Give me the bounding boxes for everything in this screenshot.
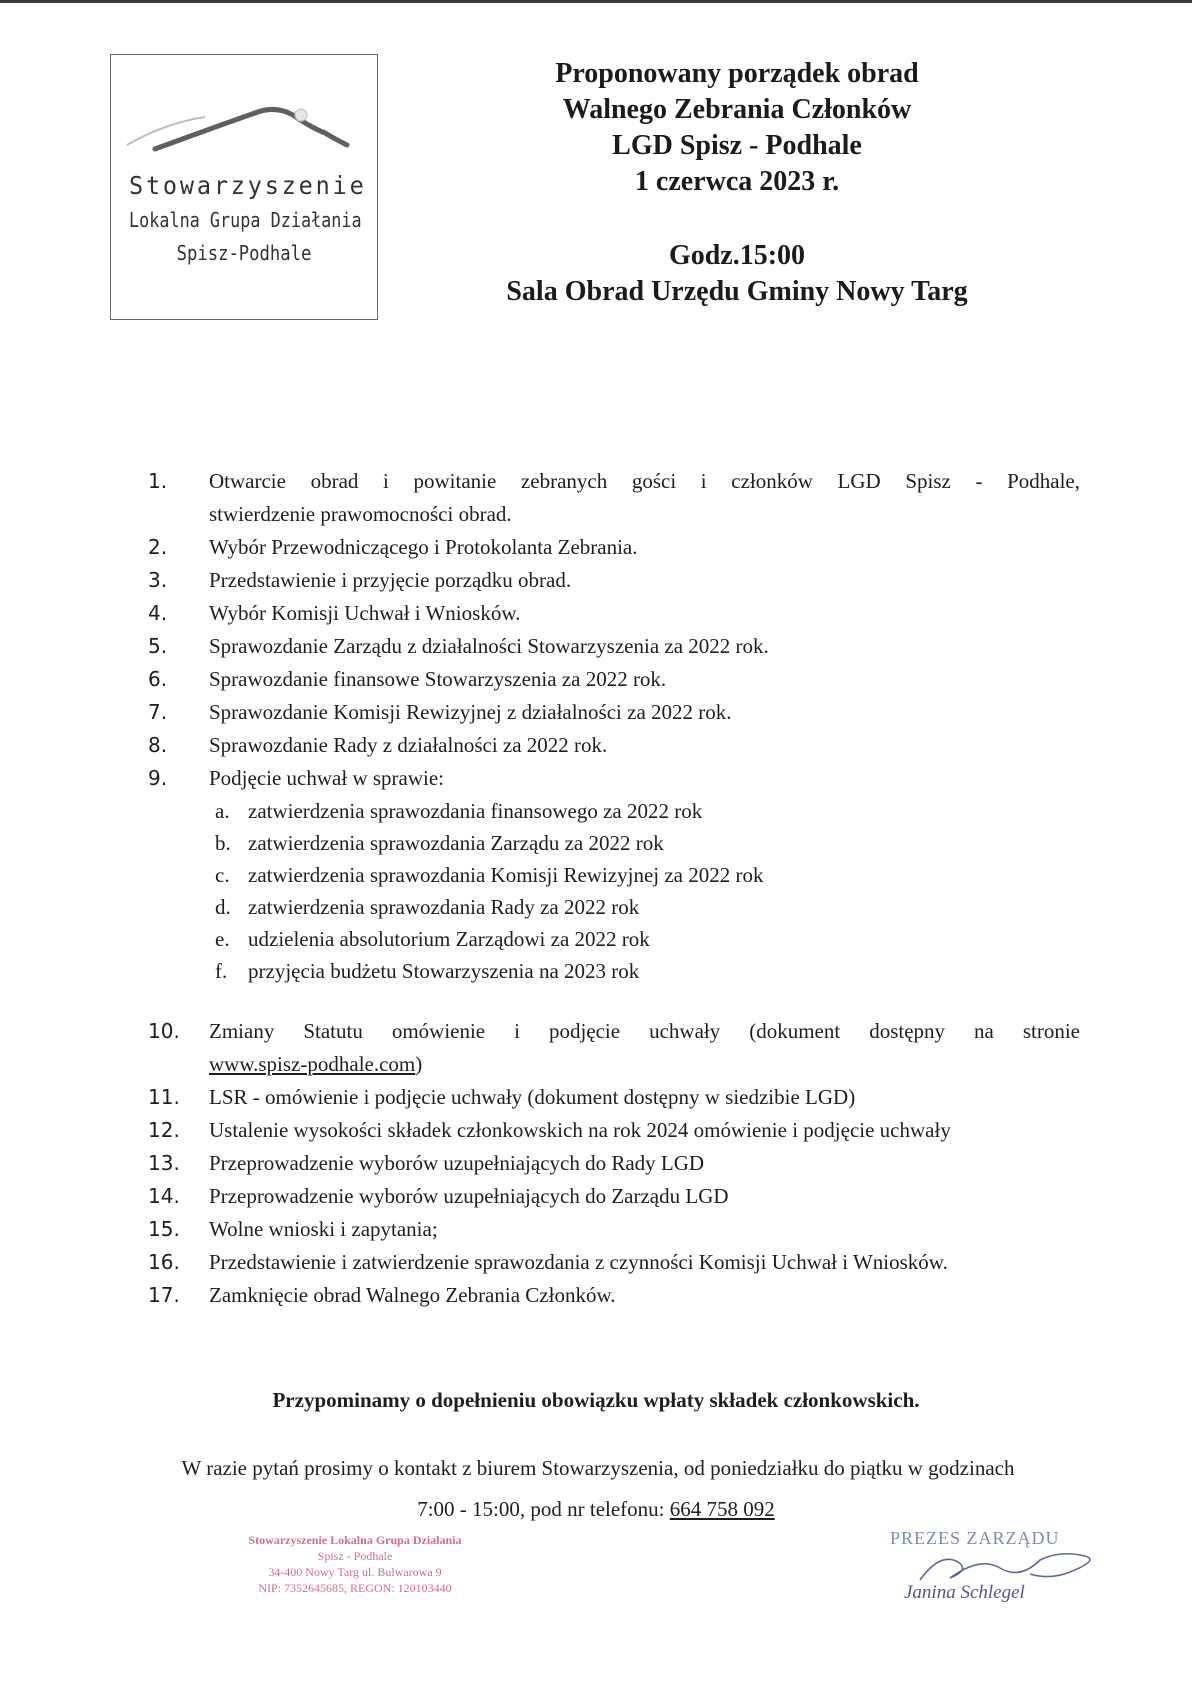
agenda-item-text xyxy=(209,465,1080,531)
signature-title: PREZES ZARZĄDU xyxy=(890,1528,1060,1548)
agenda-item xyxy=(148,1015,1080,1081)
agenda-subitem xyxy=(148,859,1080,891)
agenda-item xyxy=(148,465,1080,531)
agenda-item-number: 4. xyxy=(148,601,168,625)
agenda-item-number: 17. xyxy=(148,1283,180,1307)
stamp-line3: 34-400 Nowy Targ ul. Bulwarowa 9 xyxy=(268,1565,442,1579)
closing-paren: ) xyxy=(415,1052,423,1076)
document-title xyxy=(440,56,1034,200)
phone-number[interactable]: 664 758 092 xyxy=(669,1497,775,1521)
agenda-item-text: Przeprowadzenie wyborów uzupełniających do Zarządu LGD xyxy=(209,1184,729,1208)
agenda-item-text: Wolne wnioski i zapytania; xyxy=(209,1217,438,1241)
agenda-subitem-letter: b. xyxy=(215,831,231,855)
logo-text-line2: Lokalna Grupa Działania xyxy=(129,208,362,232)
agenda-item-text-line1: Zmiany Statutu omówienie i podjęcie uchwały (dokument dostępny na stronie xyxy=(209,1019,1080,1043)
agenda-subitem xyxy=(148,827,1080,859)
dues-reminder: Przypominamy o dopełnieniu obowiązku wpłaty składek członkowskich. xyxy=(272,1388,920,1412)
stamp-line1: Stowarzyszenie Lokalna Grupa Działania xyxy=(248,1533,462,1547)
agenda-item-text: Zamknięcie obrad Walnego Zebrania Członków. xyxy=(209,1283,616,1307)
website-link[interactable]: www.spisz-podhale.com xyxy=(209,1052,416,1076)
agenda-item xyxy=(148,630,1080,663)
agenda-subitem-text: przyjęcia budżetu Stowarzyszenia na 2023 rok xyxy=(248,959,640,983)
title-line1: Proponowany porządek obrad xyxy=(555,58,919,89)
office-hours: 7:00 - 15:00, pod nr telefonu: xyxy=(417,1497,670,1521)
stamp-line2: Spisz - Podhale xyxy=(317,1549,393,1563)
agenda-subitem-text: zatwierdzenia sprawozdania Komisji Rewizyjnej za 2022 rok xyxy=(248,863,764,887)
contact-info-line1: W razie pytań prosimy o kontakt z biurem Stowarzyszenia, od poniedziałku do piątku w godzinach xyxy=(181,1456,1015,1480)
agenda-item-number: 13. xyxy=(148,1151,180,1175)
agenda-item-number: 1. xyxy=(148,469,168,493)
agenda-item-text: Sprawozdanie Rady z działalności za 2022 rok. xyxy=(209,733,608,757)
logo-text-line3: Spisz-Podhale xyxy=(176,241,312,265)
agenda-subitem-letter: d. xyxy=(215,895,231,919)
agenda-item xyxy=(148,1180,1080,1213)
meeting-date: 1 czerwca 2023 r. xyxy=(634,166,840,197)
agenda-item-number: 3. xyxy=(148,568,168,592)
agenda-item-text: Ustalenie wysokości składek członkowskich na rok 2024 omówienie i podjęcie uchwały xyxy=(209,1118,951,1142)
agenda-subitem-text: udzielenia absolutorium Zarządowi za 2022 rok xyxy=(248,927,650,951)
agenda-item-number: 16. xyxy=(148,1250,180,1274)
top-border-line xyxy=(0,0,1192,3)
agenda-item-text: Podjęcie uchwał w sprawie: xyxy=(209,766,445,790)
agenda-item-number: 12. xyxy=(148,1118,180,1142)
contact-info-line2 xyxy=(0,1497,1192,1522)
agenda-item xyxy=(148,531,1080,564)
agenda-subitem xyxy=(148,923,1080,955)
agenda-item xyxy=(148,696,1080,729)
agenda-subitem-letter: c. xyxy=(215,863,230,887)
agenda-subitem xyxy=(148,795,1080,827)
agenda-subitem-text: zatwierdzenia sprawozdania Rady za 2022 rok xyxy=(248,895,640,919)
agenda-item-number: 5. xyxy=(148,634,168,658)
agenda-item-number: 2. xyxy=(148,535,168,559)
agenda-item-number: 8. xyxy=(148,733,168,757)
title-line3: LGD Spisz - Podhale xyxy=(612,130,862,161)
agenda-subitem-letter: f. xyxy=(215,959,228,983)
signature-name: Janina Schlegel xyxy=(904,1582,1025,1603)
agenda-item-text: Przedstawienie i zatwierdzenie sprawozdania z czynności Komisji Uchwał i Wniosków. xyxy=(209,1250,948,1274)
agenda-item-number: 15. xyxy=(148,1217,180,1241)
agenda-item-number: 10. xyxy=(148,1019,180,1043)
agenda-item xyxy=(148,1081,1080,1114)
agenda-item-text: LSR - omówienie i podjęcie uchwały (dokument dostępny w siedzibie LGD) xyxy=(209,1085,856,1109)
stamp-line4: NIP: 7352645685, REGON: 120103440 xyxy=(258,1581,452,1595)
agenda-subitem-letter: a. xyxy=(215,799,230,823)
agenda-list xyxy=(148,465,1080,1312)
agenda-item xyxy=(148,564,1080,597)
organization-stamp xyxy=(210,1532,500,1596)
agenda-subitem-text: zatwierdzenia sprawozdania Zarządu za 2022 rok xyxy=(248,831,664,855)
mountain-logo-icon xyxy=(125,95,365,165)
agenda-item-text-line1: Otwarcie obrad i powitanie zebranych gości i członków LGD Spisz - Podhale, xyxy=(209,469,1080,493)
agenda-item-text-line2 xyxy=(209,1048,1080,1081)
agenda-item-text: Przedstawienie i przyjęcie porządku obrad. xyxy=(209,568,572,592)
agenda-subitem xyxy=(148,955,1080,987)
agenda-item-text: Sprawozdanie Zarządu z działalności Stowarzyszenia za 2022 rok. xyxy=(209,634,769,658)
meeting-time: Godz.15:00 xyxy=(668,240,806,271)
agenda-item-text-line2: stwierdzenie prawomocności obrad. xyxy=(209,502,512,526)
agenda-subitem-letter: e. xyxy=(215,927,230,951)
agenda-item-number: 14. xyxy=(148,1184,180,1208)
agenda-item xyxy=(148,1147,1080,1180)
agenda-item xyxy=(148,762,1080,795)
agenda-item-number: 9. xyxy=(148,766,168,790)
agenda-item-text: Sprawozdanie Komisji Rewizyjnej z działalności za 2022 rok. xyxy=(209,700,732,724)
organization-logo xyxy=(110,54,378,320)
meeting-time-place xyxy=(440,238,1034,310)
agenda-item-number: 7. xyxy=(148,700,168,724)
president-signature xyxy=(890,1528,1110,1608)
agenda-item xyxy=(148,597,1080,630)
agenda-item-number: 11. xyxy=(148,1085,180,1109)
agenda-subitem-text: zatwierdzenia sprawozdania finansowego za 2022 rok xyxy=(248,799,703,823)
agenda-item xyxy=(148,729,1080,762)
meeting-place: Sala Obrad Urzędu Gminy Nowy Targ xyxy=(506,276,968,307)
agenda-item-text xyxy=(209,1015,1080,1081)
agenda-item xyxy=(148,1246,1080,1279)
spacer xyxy=(148,987,1080,1015)
agenda-item xyxy=(148,1213,1080,1246)
agenda-subitem xyxy=(148,891,1080,923)
agenda-item xyxy=(148,663,1080,696)
agenda-item-text: Wybór Komisji Uchwał i Wniosków. xyxy=(209,601,521,625)
title-line2: Walnego Zebrania Członków xyxy=(562,94,912,125)
agenda-item-text: Przeprowadzenie wyborów uzupełniających do Rady LGD xyxy=(209,1151,705,1175)
agenda-item xyxy=(148,1279,1080,1312)
agenda-item-text: Wybór Przewodniczącego i Protokolanta Zebrania. xyxy=(209,535,638,559)
agenda-item-text: Sprawozdanie finansowe Stowarzyszenia za 2022 rok. xyxy=(209,667,667,691)
logo-text-line1: Stowarzyszenie xyxy=(129,171,367,200)
agenda-item-number: 6. xyxy=(148,667,168,691)
agenda-item xyxy=(148,1114,1080,1147)
